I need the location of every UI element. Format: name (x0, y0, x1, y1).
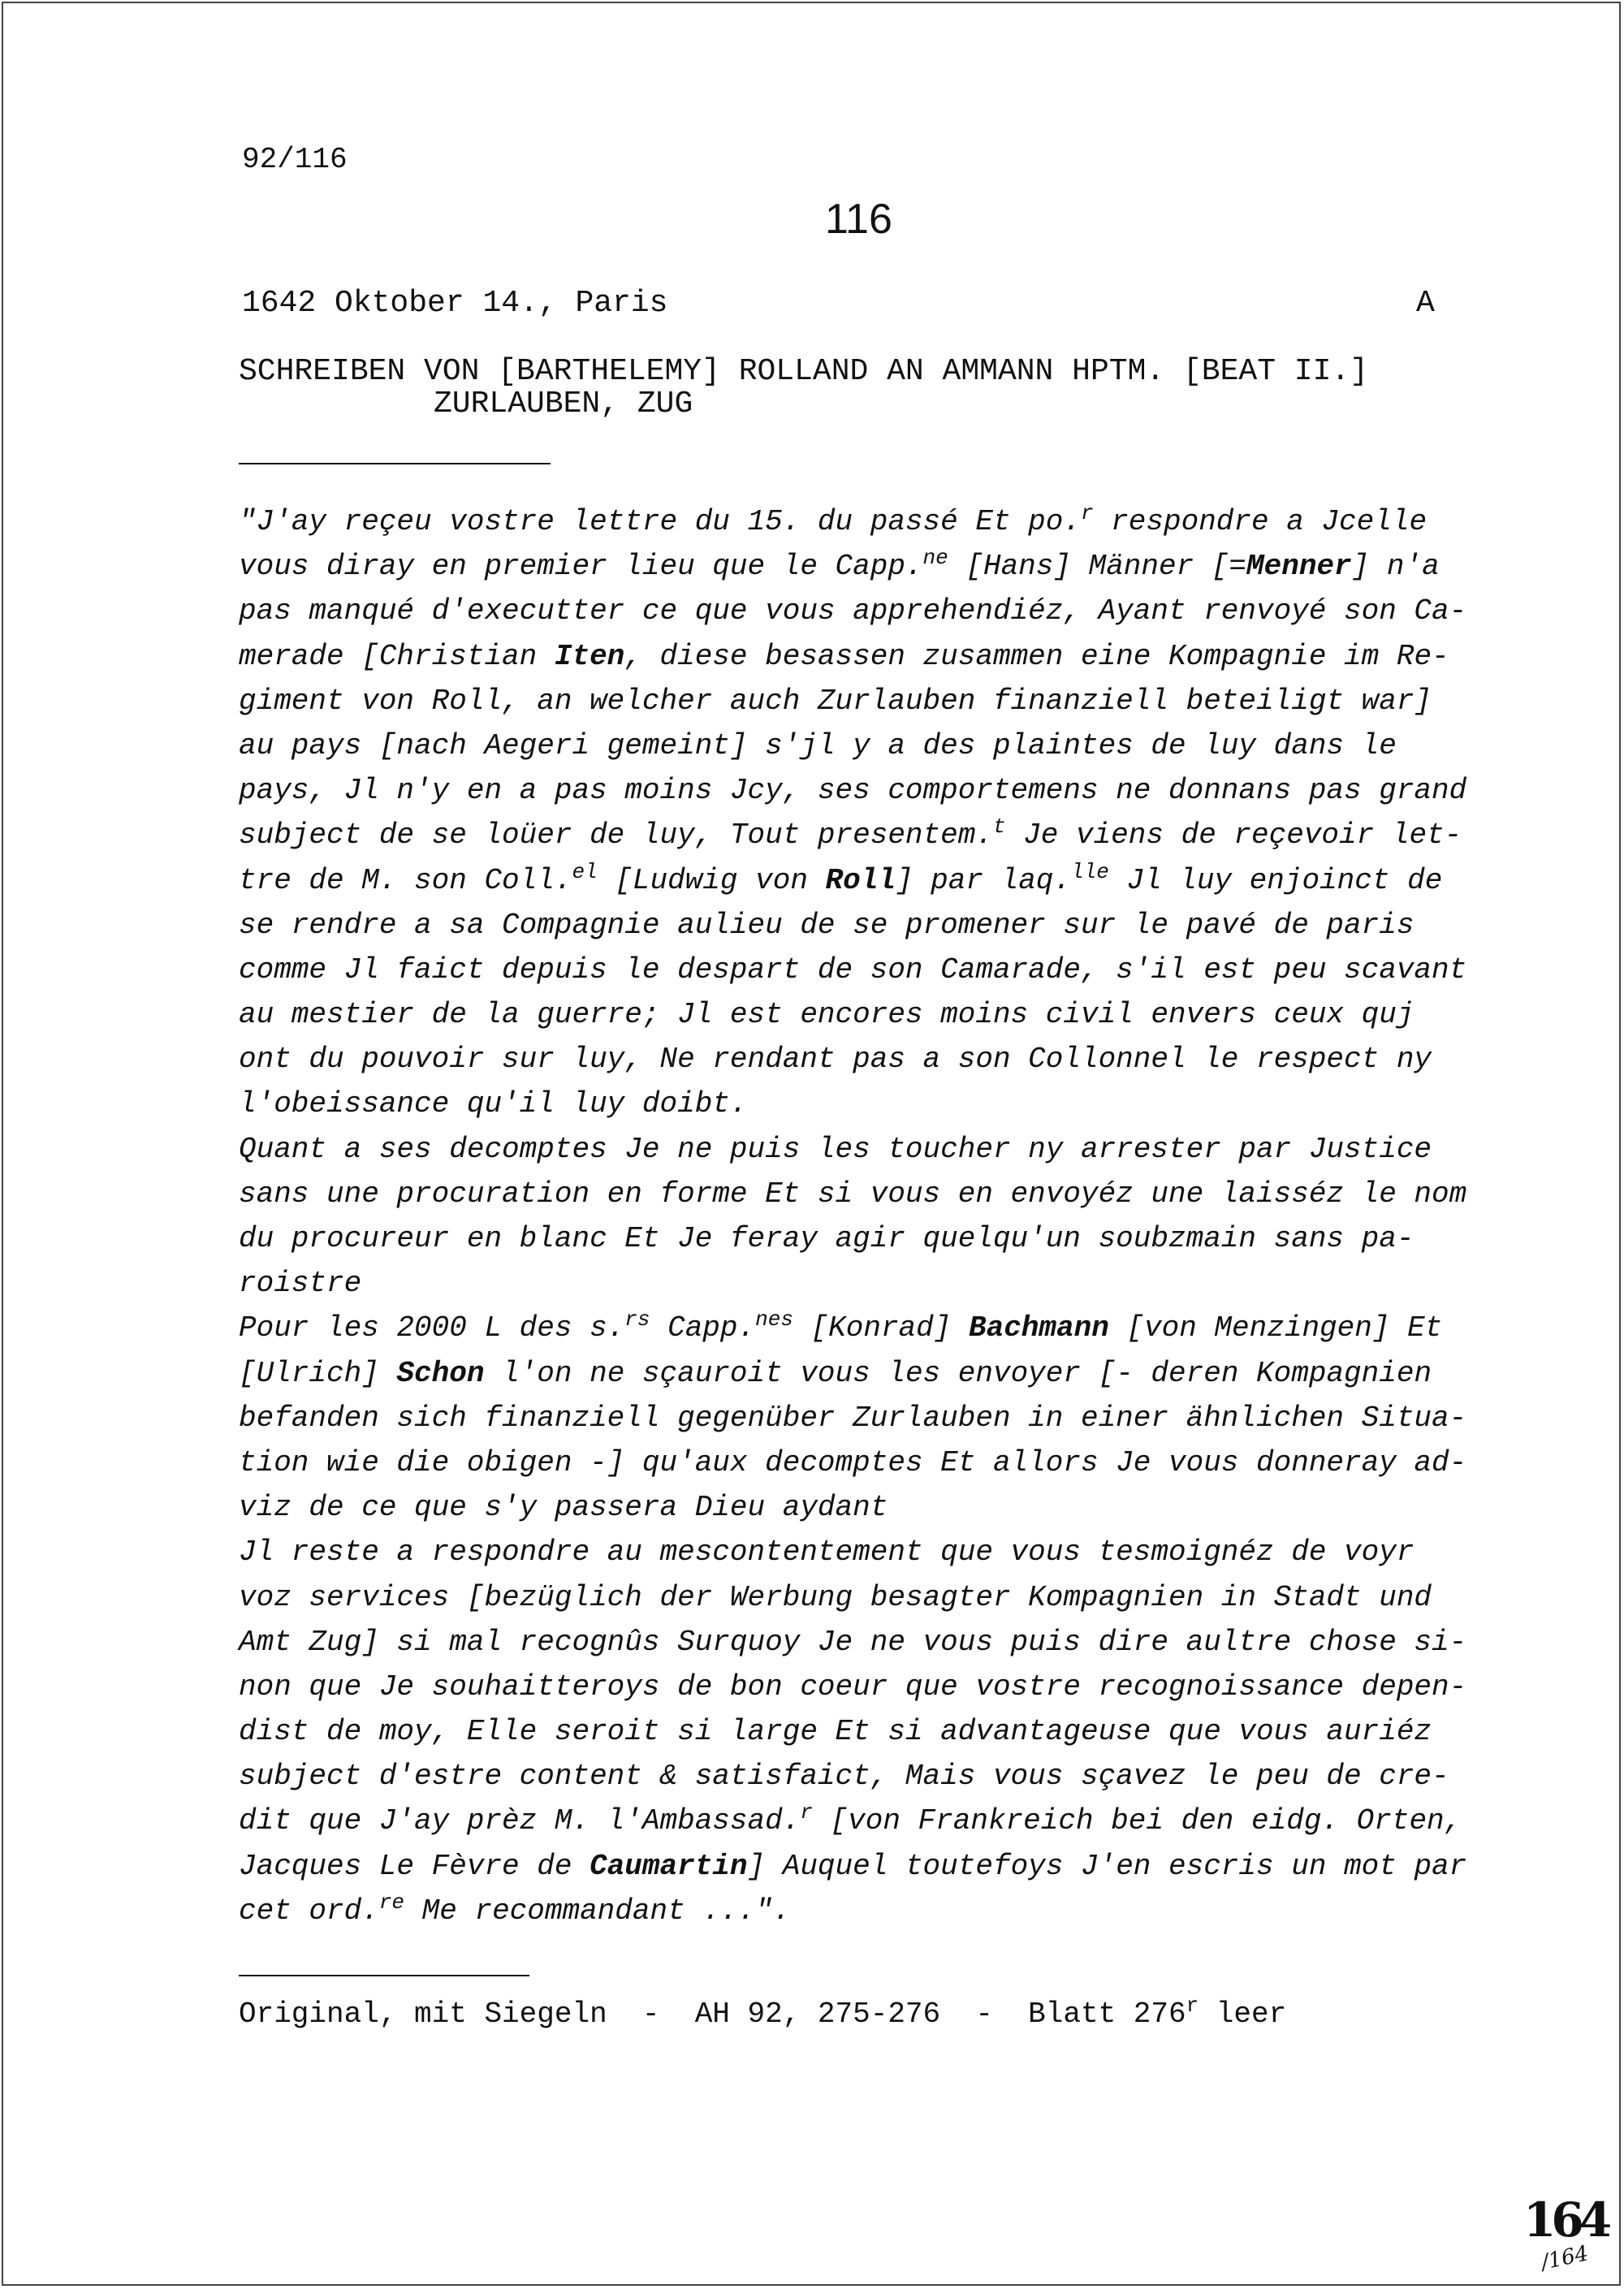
body-line (239, 813, 1489, 857)
line-text: [von Menzingen] Et (1108, 1311, 1443, 1345)
body-line (239, 1351, 1489, 1396)
source-note (239, 1993, 1287, 2031)
superscript: re (378, 1890, 405, 1915)
line-text: [Konrad] (793, 1311, 969, 1345)
line-text: Quant a ses decomptes Je ne puis les toucher ny arrester par Justice (239, 1132, 1432, 1166)
body-line (239, 858, 1489, 903)
source-superscript: r (1186, 1993, 1199, 2018)
body-line (239, 1799, 1489, 1843)
superscript: el (572, 859, 598, 884)
line-text: tion wie die obigen -] qu'aux decomptes Et allors Je vous donneray ad- (239, 1445, 1467, 1479)
superscript: r (800, 1800, 813, 1825)
body-line (239, 544, 1489, 589)
document-title-line-2: ZURLAUBEN, ZUG (434, 387, 693, 421)
body-line (239, 723, 1489, 768)
line-text: viz de ce que s'y passera Dieu aydant (239, 1491, 888, 1525)
document-letter: A (1416, 286, 1435, 321)
body-line (239, 1889, 1489, 1933)
line-text: ] par laq. (895, 863, 1072, 897)
line-text: Me recommandant ...". (404, 1894, 791, 1928)
body-line (239, 1127, 1489, 1172)
letter-body (239, 499, 1489, 1933)
line-text: [Hans] Männer [= (948, 550, 1247, 584)
body-line (239, 1440, 1489, 1485)
folio-stamp-sub: /164 (1539, 2241, 1591, 2275)
line-text: Jl reste a respondre au mescontentement que vous tesmoignéz de voyr (239, 1535, 1415, 1570)
line-text: dist de moy, Elle seroit si large Et si advantageuse que vous auriéz (239, 1715, 1432, 1749)
document-number: 116 (825, 196, 892, 243)
line-text: l'on ne sçauroit vous les envoyer [- deren Kompagnien (484, 1356, 1432, 1390)
body-line (239, 1306, 1489, 1350)
source-text: Original, mit Siegeln - AH 92, 275-276 - Blatt 276 (239, 1997, 1186, 2031)
line-text: [Ulrich] (239, 1356, 397, 1390)
superscript: t (992, 814, 1006, 840)
body-line (239, 1844, 1489, 1889)
bold-name: Iten (554, 639, 625, 673)
line-text: Pour les 2000 L des s. (239, 1311, 625, 1345)
line-text: Capp. (650, 1311, 756, 1345)
line-text: Amt Zug] si mal recognûs Surquoy Je ne vous puis dire aultre chose si- (239, 1625, 1467, 1659)
body-line (239, 1530, 1489, 1574)
bold-name: Roll (825, 863, 896, 897)
line-text: respondre a Jcelle (1093, 505, 1427, 538)
body-line (239, 768, 1489, 813)
line-text: giment von Roll, an welcher auch Zurlauben finanziell beteiligt war] (239, 684, 1432, 718)
line-text: Jacques Le Fèvre de (239, 1849, 590, 1883)
line-text: merade [Christian (239, 639, 555, 673)
body-line (239, 903, 1489, 948)
line-text: du procureur en blanc Et Je feray agir quelqu'un soubzmain sans pa- (239, 1222, 1415, 1255)
bold-name: Bachmann (968, 1311, 1109, 1345)
line-text: ] n'a (1351, 550, 1440, 584)
line-text: dit que J'ay prèz M. l'Ambassad. (239, 1804, 801, 1838)
line-text: [von Frankreich bei den eidg. Orten, (812, 1804, 1462, 1838)
line-text: "J'ay reçeu vostre lettre du 15. du passé Et po. (239, 505, 1081, 538)
line-text: vous diray en premier lieu que le Capp. (239, 550, 923, 584)
body-line (239, 1172, 1489, 1216)
line-text: Jl luy enjoinct de (1108, 863, 1443, 897)
body-line (239, 992, 1489, 1037)
line-text: , diese besassen zusammen eine Kompagnie im Re- (624, 639, 1449, 673)
line-text: comme Jl faict depuis le despart de son Camarade, s'il est peu scavant (239, 952, 1467, 987)
folio-stamp: 164 (1523, 2192, 1608, 2248)
superscript: ne (922, 546, 948, 571)
body-line (239, 1261, 1489, 1306)
bold-name: Menner (1246, 550, 1352, 584)
source-text-end: leer (1199, 1997, 1287, 2031)
body-line (239, 1216, 1489, 1261)
date-place: 1642 Oktober 14., Paris (242, 286, 668, 321)
bold-name: Caumartin (590, 1849, 748, 1883)
line-text: roistre (239, 1267, 362, 1301)
line-text: Je viens de reçevoir let- (1005, 818, 1462, 853)
body-line (239, 634, 1489, 679)
line-text: befanden sich finanziell gegenüber Zurlauben in einer ähnlichen Situa- (239, 1401, 1467, 1435)
line-text: pas manqué d'executter ce que vous apprehendiéz, Ayant renvoyé son Ca- (239, 594, 1467, 628)
line-text: cet ord. (239, 1894, 379, 1928)
line-text: [Ludwig von (597, 863, 826, 897)
line-text: tre de M. son Coll. (239, 863, 572, 897)
line-text: non que Je souhaitteroys de bon coeur que vostre recognoissance depen- (239, 1669, 1467, 1704)
body-line (239, 1665, 1489, 1709)
body-line (239, 1037, 1489, 1082)
body-line (239, 679, 1489, 723)
superscript: r (1080, 501, 1094, 525)
archive-reference: 92/116 (242, 143, 348, 176)
body-line (239, 1485, 1489, 1530)
bold-name: Schon (396, 1356, 485, 1390)
body-line (239, 499, 1489, 544)
superscript: rs (624, 1307, 650, 1332)
separator-rule-top (239, 463, 551, 464)
body-line (239, 589, 1489, 633)
body-line (239, 1396, 1489, 1440)
line-text: pays, Jl n'y en a pas moins Jcy, ses comportemens ne donnans pas grand (239, 774, 1467, 808)
body-line (239, 1575, 1489, 1620)
line-text: se rendre a sa Compagnie aulieu de se promener sur le pavé de paris (239, 908, 1415, 942)
line-text: au pays [nach Aegeri gemeint] s'jl y a des plaintes de luy dans le (239, 728, 1397, 762)
line-text: ] Auquel toutefoys J'en escris un mot par (747, 1849, 1467, 1883)
separator-rule-bottom (239, 1975, 529, 1976)
superscript: lle (1071, 859, 1109, 884)
document-title-line-1: SCHREIBEN VON [BARTHELEMY] ROLLAND AN AMMANN HPTM. [BEAT II.] (239, 354, 1369, 389)
line-text: l'obeissance qu'il luy doibt. (239, 1087, 748, 1121)
line-text: subject d'estre content & satisfaict, Mais vous sçavez le peu de cre- (239, 1760, 1449, 1794)
body-line (239, 1754, 1489, 1799)
body-line (239, 1620, 1489, 1665)
line-text: au mestier de la guerre; Jl est encores moins civil envers ceux quj (239, 998, 1415, 1032)
body-line (239, 1082, 1489, 1126)
body-line (239, 948, 1489, 992)
line-text: sans une procuration en forme Et si vous en envoyéz une laisséz le nom (239, 1177, 1467, 1211)
line-text: voz services [bezüglich der Werbung besagter Kompagnien in Stadt und (239, 1580, 1432, 1614)
line-text: ont du pouvoir sur luy, Ne rendant pas a son Collonnel le respect ny (239, 1043, 1432, 1077)
body-line (239, 1709, 1489, 1754)
superscript: nes (755, 1307, 793, 1332)
line-text: subject de se loüer de luy, Tout presentem. (239, 818, 993, 853)
